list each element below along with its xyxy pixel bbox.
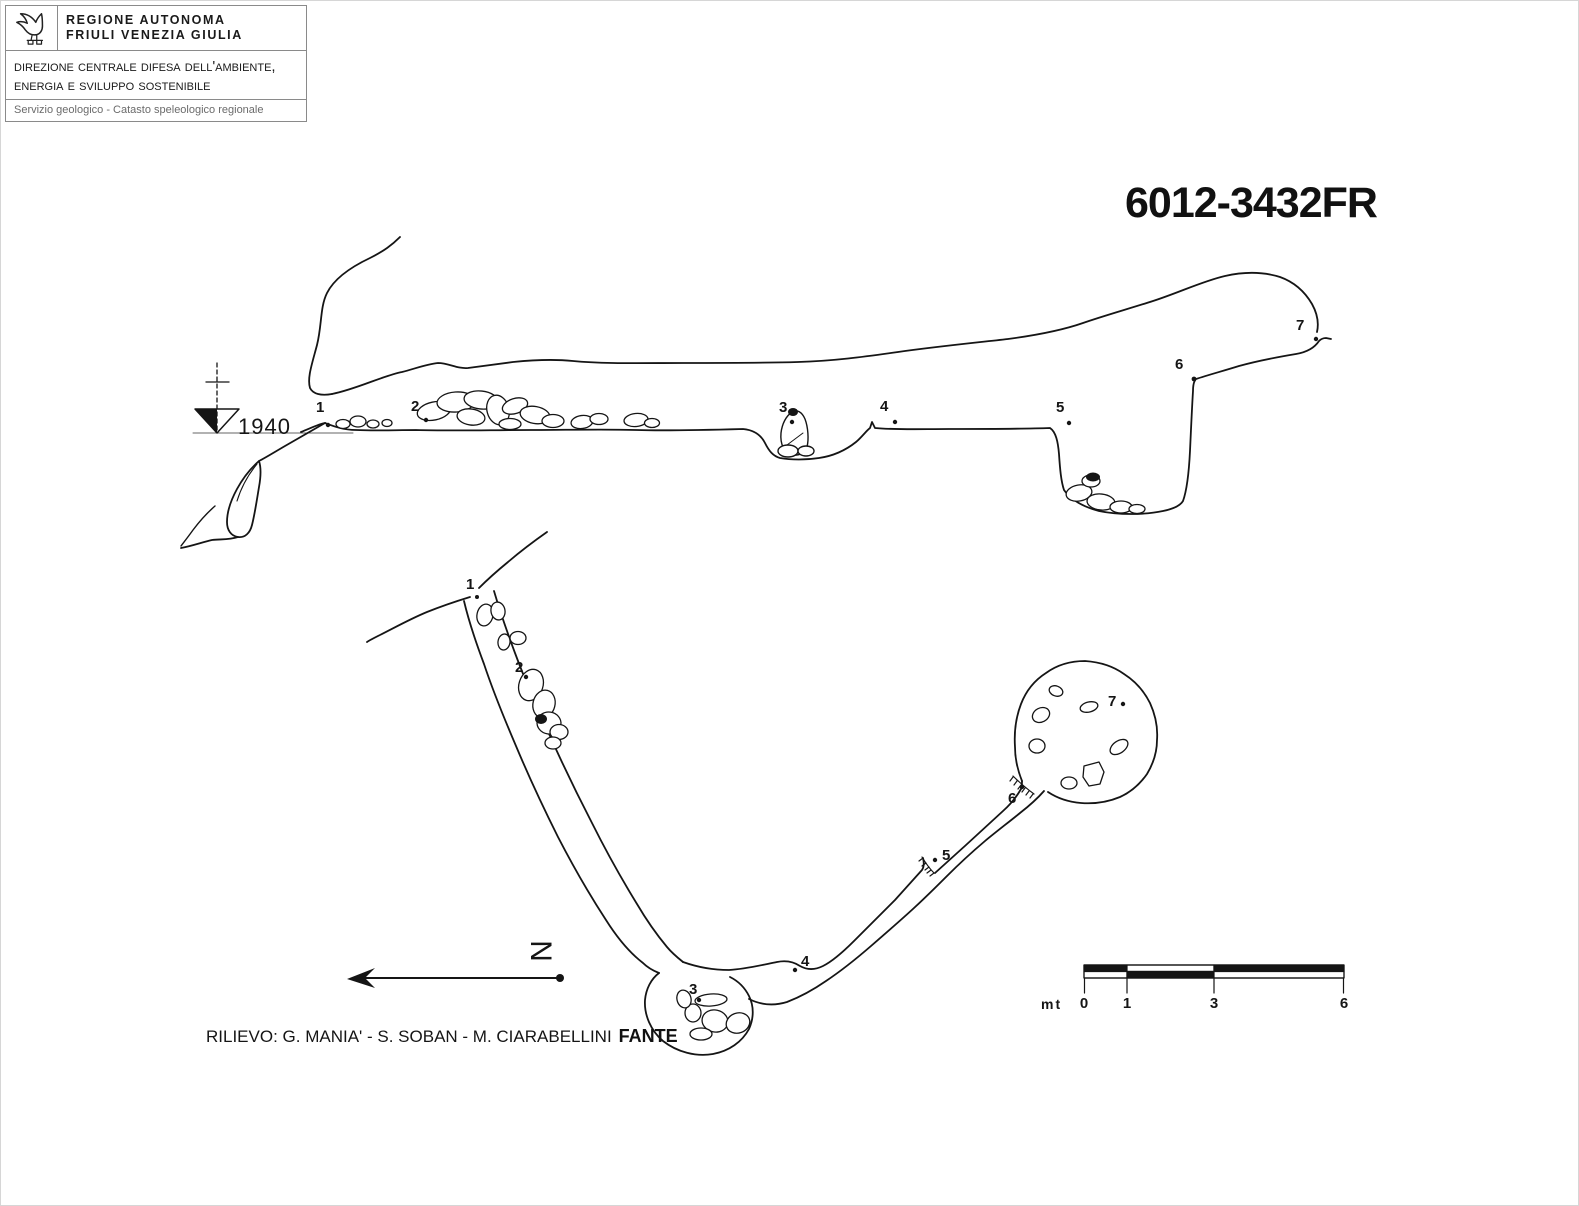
- section-station-4: 4: [880, 398, 889, 415]
- plan-drawing: [367, 532, 1157, 1055]
- section-station-1: 1: [316, 399, 325, 416]
- chamber3-rocks: [675, 988, 753, 1040]
- plan-station-dots: [475, 595, 1125, 1002]
- plan-station-1: 1: [466, 576, 475, 593]
- section-station-3: 3: [779, 399, 788, 416]
- department-name: [6, 51, 306, 100]
- region-name: [58, 13, 243, 43]
- plan-station-7: 7: [1108, 693, 1117, 710]
- plan-station-3: 3: [689, 981, 698, 998]
- fvg-eagle-logo: [6, 6, 58, 50]
- scale-tick-6: 6: [1339, 995, 1349, 1012]
- section-profile-drawing: [181, 237, 1331, 548]
- section-station-2: 2: [411, 398, 420, 415]
- north-arrow: [347, 968, 564, 988]
- region-name-line2: FRIULI VENEZIA GIULIA: [66, 28, 243, 42]
- corridor-left-wall: [464, 601, 659, 973]
- department-line1: direzione centrale difesa dell'ambiente,: [14, 58, 276, 75]
- section-floor-rocks: [336, 389, 660, 430]
- plan-station-5: 5: [942, 847, 951, 864]
- survey-credits: [206, 1026, 678, 1047]
- section-station-7: 7: [1296, 317, 1305, 334]
- rock-spur: [227, 461, 261, 537]
- cave-cadastre-code: 6012-3432FR: [1125, 179, 1377, 227]
- north-label: N: [523, 940, 557, 962]
- cliff-line-right: [479, 532, 547, 588]
- section-station-5: 5: [1056, 399, 1065, 416]
- chimney-wall: [309, 237, 400, 395]
- section-pit-rocks: [1065, 473, 1145, 514]
- step-hachures-5: [919, 857, 934, 876]
- scale-tick-0: 0: [1079, 995, 1089, 1012]
- corridor-right-wall: [494, 591, 683, 962]
- scale-tick-1: 1: [1122, 995, 1132, 1012]
- scale-unit-label: mt: [1041, 996, 1063, 1012]
- cliff-line-left: [367, 597, 470, 642]
- service-name: Servizio geologico - Catasto speleologico regionale: [14, 104, 264, 116]
- surface-slope-lower: [181, 537, 238, 548]
- plan-station-4: 4: [801, 953, 810, 970]
- section-ceiling: [332, 273, 1318, 394]
- surveyors-label: RILIEVO: G. MANIA' - S. SOBAN - M. CIARABELLINI: [206, 1027, 612, 1046]
- agency-header: [5, 5, 307, 122]
- datum-elevation-label: 1940: [238, 414, 291, 439]
- scale-bar: [1084, 965, 1344, 993]
- plan-station-2: 2: [515, 659, 524, 676]
- department-line2: energia e sviluppo sostenibile: [14, 77, 211, 94]
- plan-station-6: 6: [1008, 790, 1017, 807]
- region-name-line1: REGIONE AUTONOMA: [66, 13, 226, 27]
- scale-tick-3: 3: [1209, 995, 1219, 1012]
- section-station-6: 6: [1175, 356, 1184, 373]
- cave-name: FANTE: [618, 1026, 678, 1046]
